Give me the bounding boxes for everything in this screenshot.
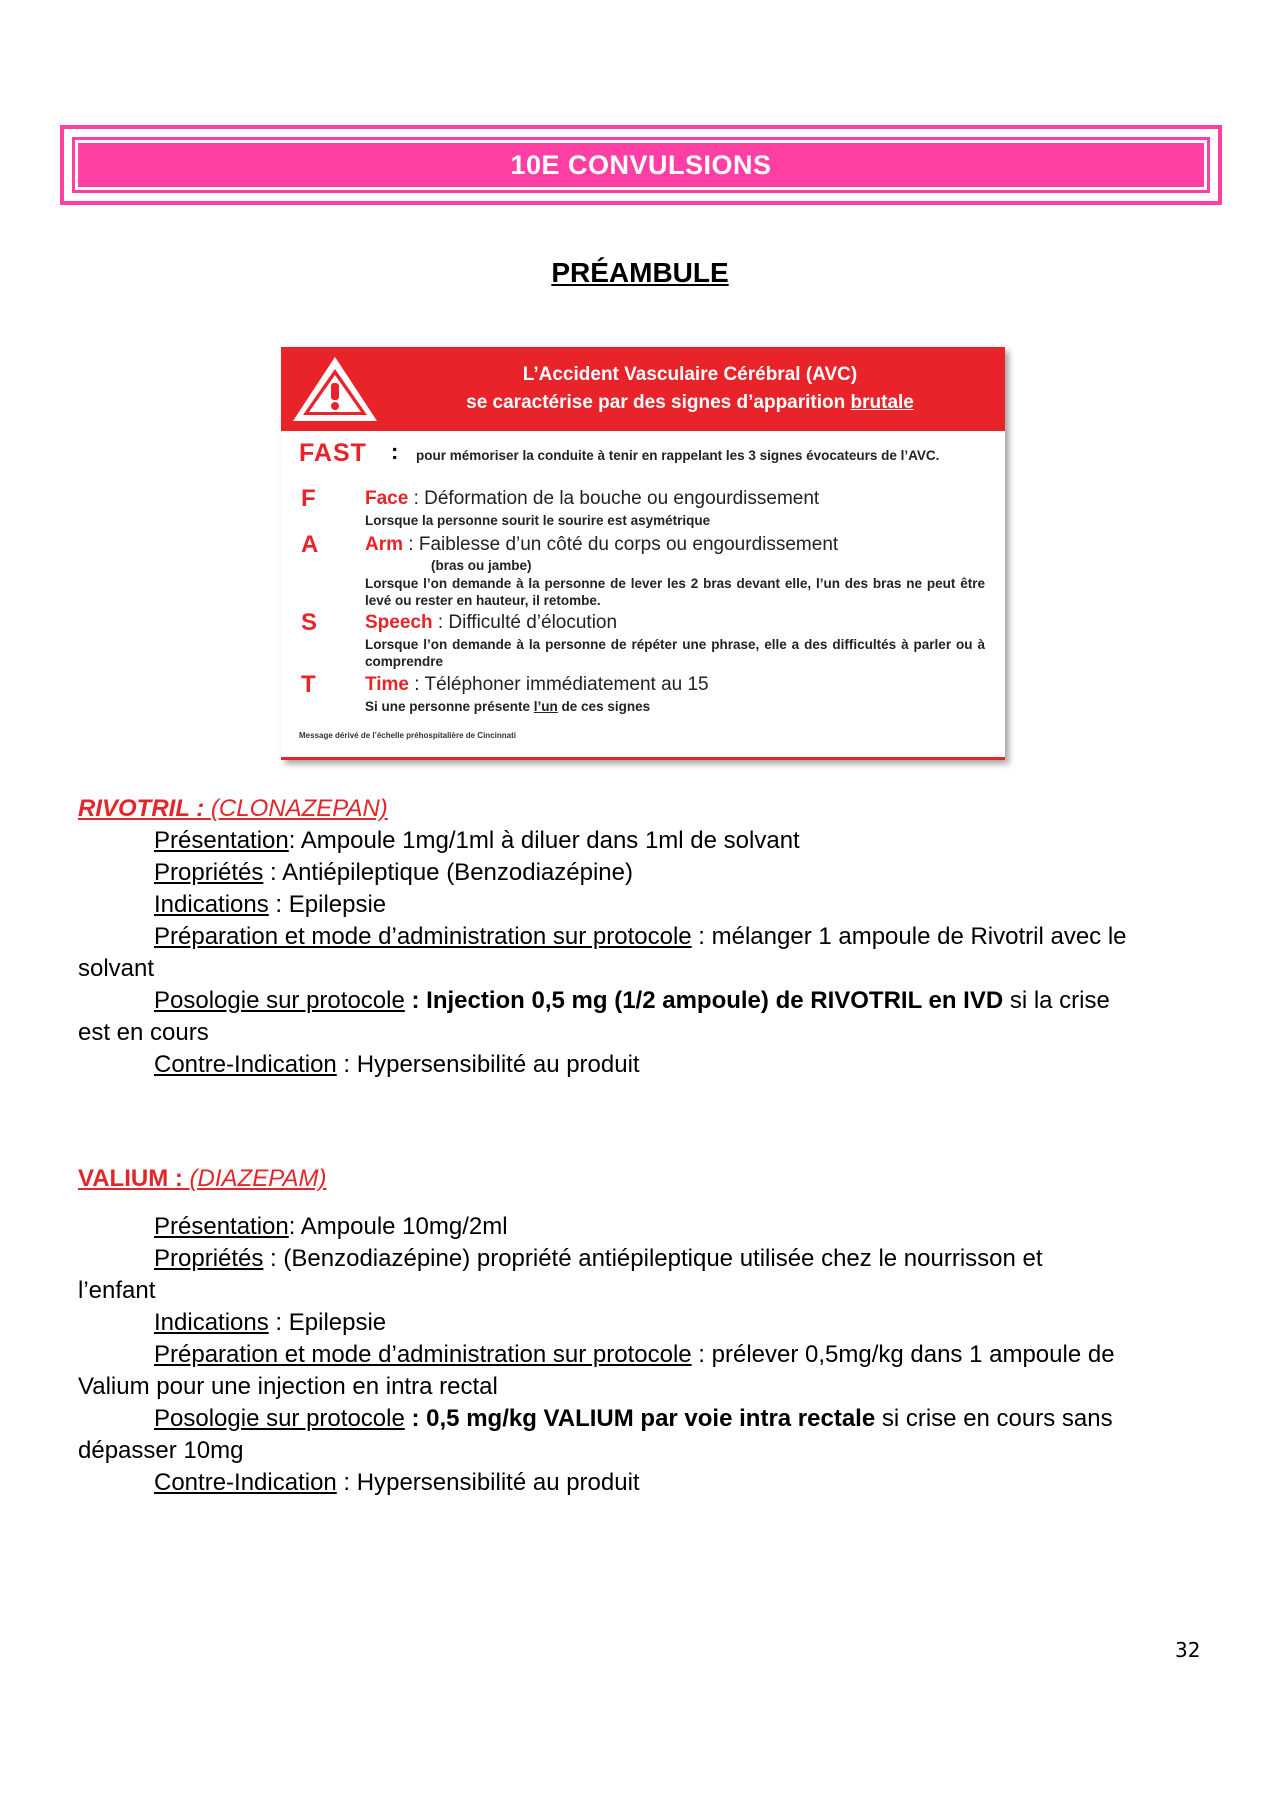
rivotril-presentation-label: Présentation	[154, 827, 289, 854]
valium-posologie-cont: dépasser 10mg	[78, 1437, 244, 1464]
fast-item-time-sub	[365, 698, 985, 715]
fast-item-time-title	[365, 674, 709, 696]
fast-letter-s: S	[301, 609, 318, 636]
fast-acronym: FAST	[299, 439, 367, 467]
rivotril-preparation-cont: solvant	[78, 955, 155, 982]
fast-item-time-text: : Téléphoner immédiatement au 15	[409, 674, 709, 695]
fast-item-face-text: : Déformation de la bouche ou engourdissement	[408, 488, 820, 509]
valium-posologie-label: Posologie sur protocole	[154, 1405, 405, 1432]
rivotril-section	[78, 793, 1208, 1081]
fast-description: pour mémoriser la conduite à tenir en rappelant les 3 signes évocateurs de l’AVC.	[416, 448, 940, 463]
rivotril-presentation-text: : Ampoule 1mg/1ml à diluer dans 1ml de solvant	[288, 827, 800, 854]
fast-item-face-title	[365, 488, 819, 510]
valium-indications	[78, 1307, 1208, 1339]
valium-preparation-text: : prélever 0,5mg/kg dans 1 ampoule de	[691, 1341, 1115, 1368]
fast-keyword-speech: Speech	[365, 612, 433, 633]
rivotril-contre-indication	[78, 1049, 1208, 1081]
rivotril-indications-label: Indications	[154, 891, 269, 918]
fast-item-time-sub-prefix: Si une personne présente	[365, 699, 534, 714]
page-number: 32	[1175, 1638, 1201, 1662]
avc-fast-card	[281, 347, 1005, 760]
avc-card-header	[281, 347, 1005, 431]
rivotril-preparation	[78, 921, 1208, 953]
valium-contre-indication	[78, 1467, 1208, 1499]
fast-item-time-sub-underlined: l’un	[533, 699, 558, 714]
valium-preparation-label: Préparation et mode d’administration sur protocole	[154, 1341, 692, 1368]
avc-card-title	[391, 361, 989, 417]
valium-proprietes-text: : (Benzodiazépine) propriété antiépileptique utilisée chez le nourrisson et	[263, 1245, 1043, 1272]
fast-item-speech-text: : Difficulté d’élocution	[432, 612, 618, 633]
avc-card-footnote: Message dérivé de l’échelle préhospitalière de Cincinnati	[299, 731, 516, 740]
valium-heading	[78, 1163, 1208, 1195]
fast-letter-f: F	[301, 485, 316, 512]
section-title: 10E CONVULSIONS	[510, 149, 772, 180]
rivotril-heading-name: RIVOTRIL :	[78, 795, 211, 822]
fast-keyword-time: Time	[365, 674, 410, 695]
valium-ci-label: Contre-Indication	[154, 1469, 337, 1496]
fast-keyword-arm: Arm	[365, 534, 404, 555]
fast-item-speech-sub: Lorsque l’on demande à la personne de répéter une phrase, elle a des difficultés à parler ou à comprendre	[365, 637, 985, 669]
rivotril-preparation-text: : mélanger 1 ampoule de Rivotril avec le	[691, 923, 1127, 950]
fast-keyword-face: Face	[365, 488, 409, 509]
rivotril-proprietes-label: Propriétés	[154, 859, 264, 886]
rivotril-preparation-label: Préparation et mode d’administration sur protocole	[154, 923, 692, 950]
avc-title-line2-text: se caractérise par des signes d’apparition	[466, 392, 851, 413]
rivotril-posologie-bold: : Injection 0,5 mg (1/2 ampoule) de RIVOTRIL en IVD	[404, 987, 1004, 1014]
rivotril-presentation	[78, 825, 1208, 857]
warning-triangle-icon	[289, 353, 381, 425]
valium-posologie-bold: : 0,5 mg/kg VALIUM par voie intra rectale	[404, 1405, 876, 1432]
rivotril-ci-label: Contre-Indication	[154, 1051, 337, 1078]
avc-title-line1: L’Accident Vasculaire Cérébral (AVC)	[522, 364, 858, 385]
rivotril-heading	[78, 793, 1208, 825]
valium-posologie-text: si crise en cours sans	[875, 1405, 1113, 1432]
fast-item-arm-sub: Lorsque l’on demande à la personne de lever les 2 bras devant elle, l’un des bras ne peut être levé ou rester en hauteur, il retombe.	[365, 576, 985, 608]
section-banner-inner	[72, 137, 1210, 193]
rivotril-proprietes-text: : Antiépileptique (Benzodiazépine)	[263, 859, 633, 886]
rivotril-indications	[78, 889, 1208, 921]
valium-indications-label: Indications	[154, 1309, 269, 1336]
fast-item-arm-indent: (bras ou jambe)	[431, 558, 532, 573]
fast-letter-t: T	[301, 671, 316, 698]
avc-title-line2	[391, 389, 989, 417]
rivotril-ci-text: : Hypersensibilité au produit	[336, 1051, 640, 1078]
valium-preparation	[78, 1339, 1208, 1371]
valium-section	[78, 1163, 1208, 1499]
valium-proprietes-label: Propriétés	[154, 1245, 264, 1272]
fast-item-arm-title	[365, 534, 838, 556]
rivotril-posologie-text: si la crise	[1003, 987, 1110, 1014]
valium-preparation-cont: Valium pour une injection en intra rectal	[78, 1373, 498, 1400]
avc-title-brutale: brutale	[850, 392, 914, 413]
rivotril-proprietes	[78, 857, 1208, 889]
fast-item-time-sub-suffix: de ces signes	[557, 699, 651, 714]
valium-presentation-label: Présentation	[154, 1213, 289, 1240]
valium-heading-name: VALIUM :	[78, 1165, 190, 1192]
valium-proprietes-cont: l’enfant	[78, 1277, 156, 1304]
rivotril-posologie	[78, 985, 1208, 1017]
fast-colon: :	[391, 439, 399, 464]
valium-presentation-text: : Ampoule 10mg/2ml	[288, 1213, 508, 1240]
rivotril-posologie-cont: est en cours	[78, 1019, 209, 1046]
valium-posologie	[78, 1403, 1208, 1435]
fast-letter-a: A	[301, 531, 319, 558]
fast-item-speech-title	[365, 612, 617, 634]
valium-presentation	[78, 1211, 1208, 1243]
fast-item-face-sub: Lorsque la personne sourit le sourire est asymétrique	[365, 513, 711, 528]
valium-proprietes	[78, 1243, 1208, 1275]
fast-item-arm-text: : Faiblesse d’un côté du corps ou engourdissement	[403, 534, 839, 555]
rivotril-heading-dci: (CLONAZEPAN)	[210, 795, 388, 822]
valium-indications-text: : Epilepsie	[268, 1309, 387, 1336]
preambule-heading: PRÉAMBULE	[551, 257, 729, 288]
valium-ci-text: : Hypersensibilité au produit	[336, 1469, 640, 1496]
rivotril-posologie-label: Posologie sur protocole	[154, 987, 405, 1014]
rivotril-indications-text: : Epilepsie	[268, 891, 387, 918]
valium-heading-dci: (DIAZEPAM)	[189, 1165, 327, 1192]
section-banner	[60, 125, 1222, 205]
